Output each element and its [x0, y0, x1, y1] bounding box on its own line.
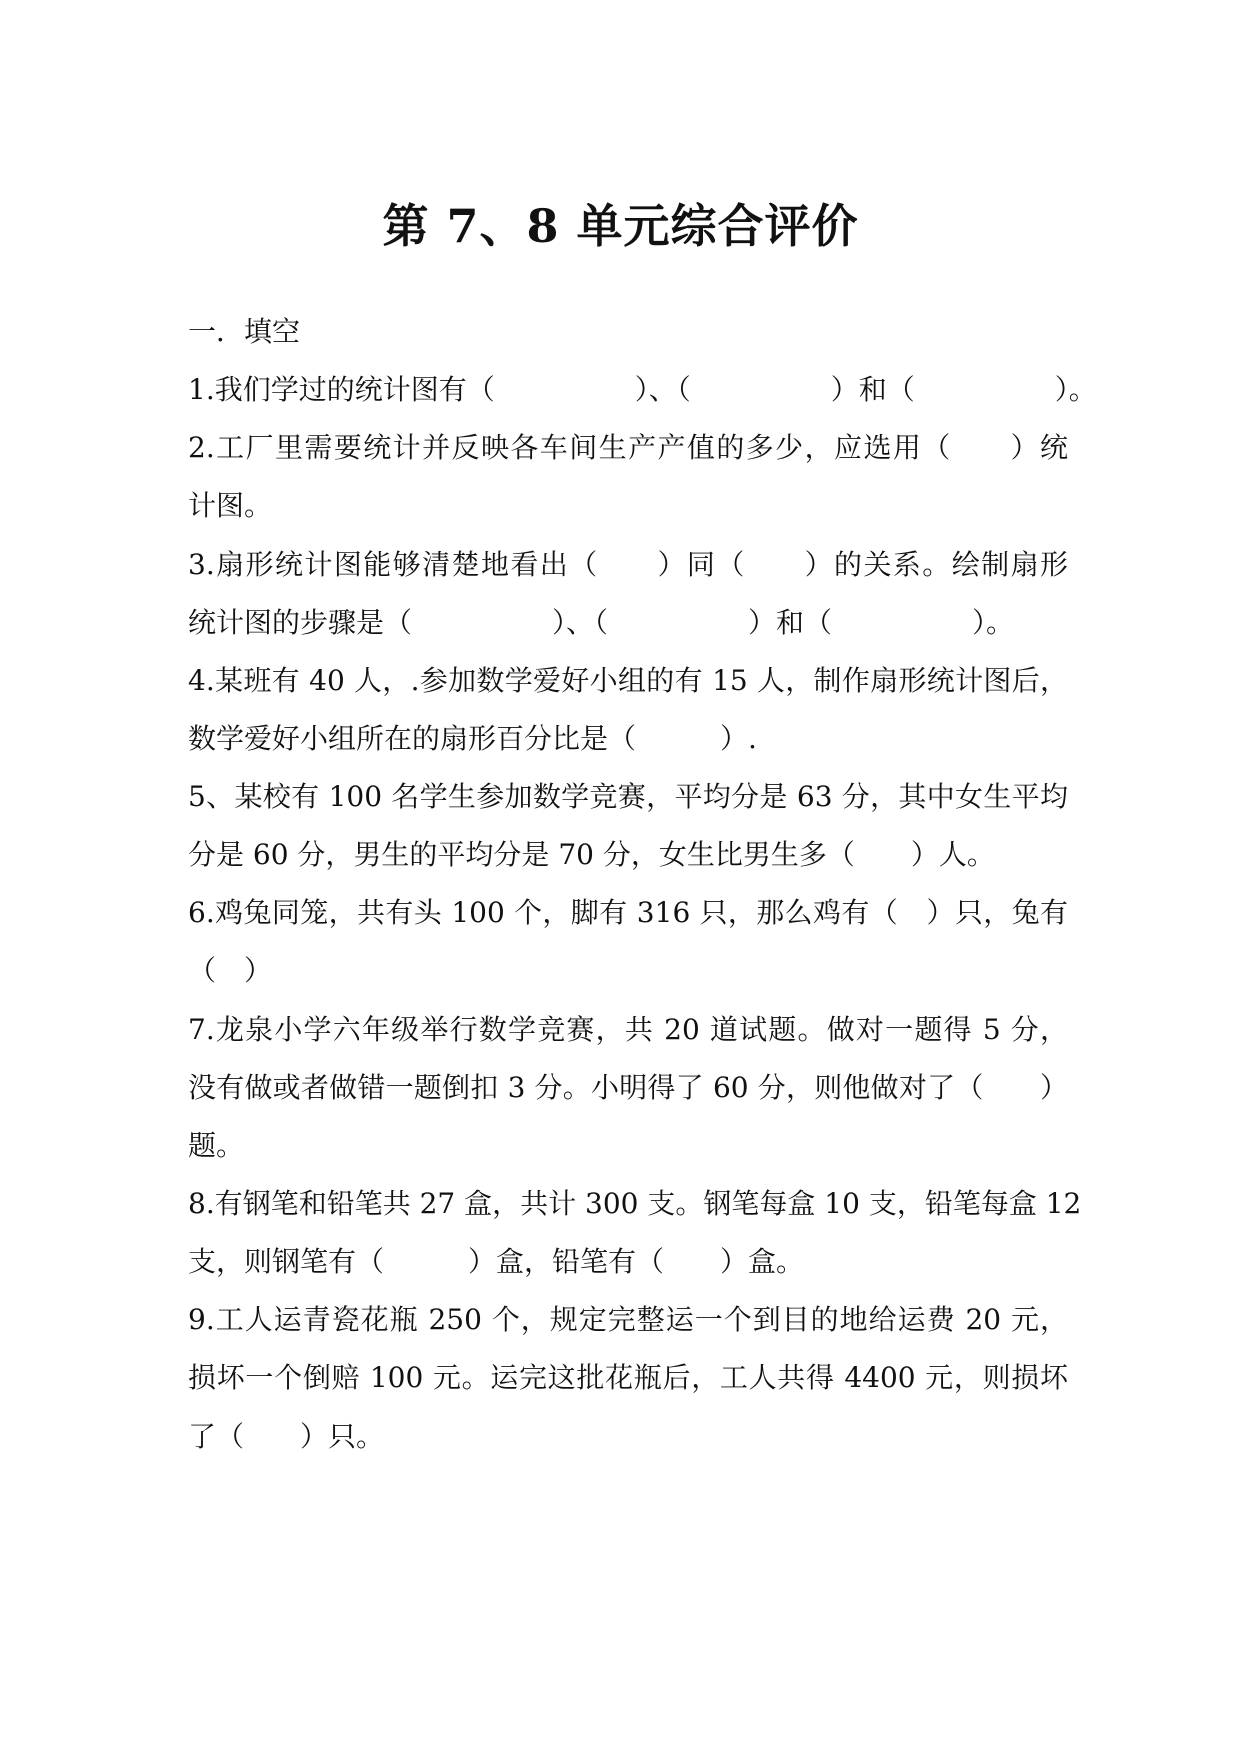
question-3-line-2: 统计图的步骤是（ ）、（ ）和（ ）。 — [188, 606, 1015, 639]
question-4-line-1: 4.某班有 40 人，.参加数学爱好小组的有 15 人，制作扇形统计图后， — [188, 664, 1068, 697]
question-1-line-1: 1.我们学过的统计图有（ ）、（ ）和（ ）。 — [188, 373, 1097, 406]
question-2-line-1: 2.工厂里需要统计并反映各车间生产产值的多少，应选用（ ）统 — [188, 431, 1068, 464]
page-title: 第 7、8 单元综合评价 — [382, 199, 859, 253]
question-9-line-1: 9.工人运青瓷花瓶 250 个，规定完整运一个到目的地给运费 20 元， — [188, 1303, 1068, 1336]
question-8-line-1: 8.有钢笔和铅笔共 27 盒，共计 300 支。钢笔每盒 10 支，铅笔每盒 12 — [188, 1187, 1082, 1220]
question-8-line-2: 支，则钢笔有（ ）盒，铅笔有（ ）盒。 — [188, 1245, 805, 1278]
question-6-line-2: （ ） — [188, 954, 273, 987]
question-5-line-2: 分是 60 分，男生的平均分是 70 分，女生比男生多（ ）人。 — [188, 838, 995, 871]
question-6-line-1: 6.鸡兔同笼，共有头 100 个，脚有 316 只，那么鸡有（ ）只，兔有 — [188, 896, 1068, 929]
question-7-line-3: 题。 — [188, 1129, 245, 1162]
question-4-line-2: 数学爱好小组所在的扇形百分比是（ ）. — [188, 722, 757, 755]
question-5-line-1: 5、某校有 100 名学生参加数学竞赛，平均分是 63 分，其中女生平均 — [188, 780, 1068, 813]
question-3-line-1: 3.扇形统计图能够清楚地看出（ ）同（ ）的关系。绘制扇形 — [188, 548, 1068, 581]
section-heading: 一．填空 — [188, 315, 301, 348]
question-9-line-3: 了（ ）只。 — [188, 1420, 385, 1453]
question-9-line-2: 损坏一个倒赔 100 元。运完这批花瓶后，工人共得 4400 元，则损坏 — [188, 1361, 1068, 1394]
question-7-line-2: 没有做或者做错一题倒扣 3 分。小明得了 60 分，则他做对了（ ） — [188, 1071, 1068, 1104]
question-2-line-2: 计图。 — [188, 489, 273, 522]
question-7-line-1: 7.龙泉小学六年级举行数学竞赛，共 20 道试题。做对一题得 5 分， — [188, 1013, 1068, 1046]
